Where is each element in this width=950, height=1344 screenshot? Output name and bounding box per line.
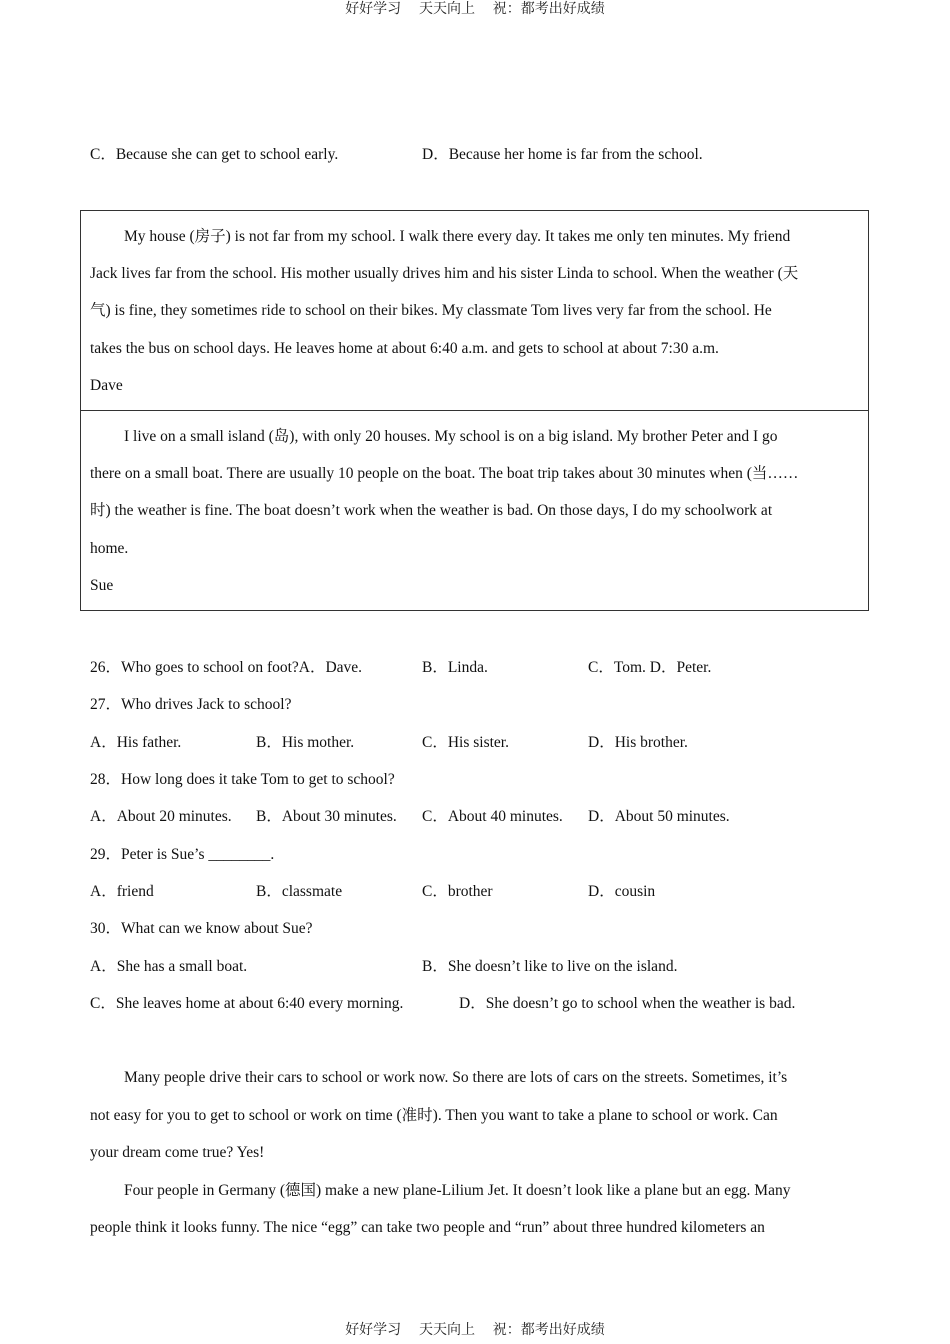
dave-line-1: My house (房子) is not far from my school. I walk there every day. It takes me only ten minutes. My friend: [124, 228, 791, 245]
q30-option-b: B．She doesn’t like to live on the island.: [422, 958, 678, 975]
page-footer: 好好学习 天天向上 祝：都考出好成绩: [345, 1322, 605, 1338]
q28-stem: 28．How long does it take Tom to get to school?: [90, 771, 395, 788]
q28-option-d: D．About 50 minutes.: [588, 808, 730, 825]
option-d-prev: D．Because her home is far from the school.: [422, 146, 703, 163]
q29-option-d: D．cousin: [588, 883, 656, 900]
dave-line-2: Jack lives far from the school. His mother usually drives him and his sister Linda to school. When the weather (天: [90, 265, 799, 282]
q27-option-b: B．His mother.: [256, 734, 355, 751]
plane-line-4: Four people in Germany (德国) make a new plane-Lilium Jet. It doesn’t look like a plane but an egg. Many: [124, 1182, 791, 1199]
plane-line-2: not easy for you to get to school or work on time (准时). Then you want to take a plane to school or work. Can: [90, 1107, 778, 1124]
q28-option-c: C．About 40 minutes.: [422, 808, 563, 825]
q27-option-a: A．His father.: [90, 734, 182, 751]
q30-stem: 30．What can we know about Sue?: [90, 920, 313, 937]
option-c-prev: C．Because she can get to school early.: [90, 146, 339, 163]
sue-signature: Sue: [90, 577, 114, 594]
q27-option-d: D．His brother.: [588, 734, 688, 751]
plane-line-1: Many people drive their cars to school or work now. So there are lots of cars on the streets. Sometimes, it’s: [124, 1069, 788, 1086]
q30-option-a: A．She has a small boat.: [90, 958, 248, 975]
q30-option-c: C．She leaves home at about 6:40 every morning.: [90, 995, 404, 1012]
plane-line-5: people think it looks funny. The nice “egg” can take two people and “run” about three hundred kilometers an: [90, 1219, 765, 1236]
q27-option-c: C．His sister.: [422, 734, 509, 751]
sue-line-2: there on a small boat. There are usually 10 people on the boat. The boat trip takes about 30 minutes when (当……: [90, 465, 799, 482]
q29-option-b: B．classmate: [256, 883, 343, 900]
q26-option-cd: C．Tom. D．Peter.: [588, 659, 712, 676]
plane-line-3: your dream come true? Yes!: [90, 1144, 265, 1161]
q27-stem: 27．Who drives Jack to school?: [90, 696, 292, 713]
page-header: 好好学习 天天向上 祝：都考出好成绩: [345, 1, 605, 17]
q29-option-a: A．friend: [90, 883, 154, 900]
q29-stem: 29．Peter is Sue’s ________.: [90, 846, 275, 863]
dave-line-4: takes the bus on school days. He leaves home at about 6:40 a.m. and gets to school at about 7:30 a.m.: [90, 340, 719, 357]
q28-option-b: B．About 30 minutes.: [256, 808, 397, 825]
sue-line-4: home.: [90, 540, 129, 557]
sue-line-3: 时) the weather is fine. The boat doesn’t work when the weather is bad. On those days, I do my schoolwork at: [90, 502, 773, 519]
q30-option-d: D．She doesn’t go to school when the weather is bad.: [459, 995, 796, 1012]
q26-option-b: B．Linda.: [422, 659, 488, 676]
q28-option-a: A．About 20 minutes.: [90, 808, 232, 825]
sue-line-1: I live on a small island (岛), with only 20 houses. My school is on a big island. My brother Peter and I go: [124, 428, 778, 445]
dave-line-3: 气) is fine, they sometimes ride to school on their bikes. My classmate Tom lives very far from the school. He: [90, 302, 772, 319]
q29-option-c: C．brother: [422, 883, 493, 900]
dave-signature: Dave: [90, 377, 123, 394]
q26-stem: 26．Who goes to school on foot?A．Dave.: [90, 659, 363, 676]
